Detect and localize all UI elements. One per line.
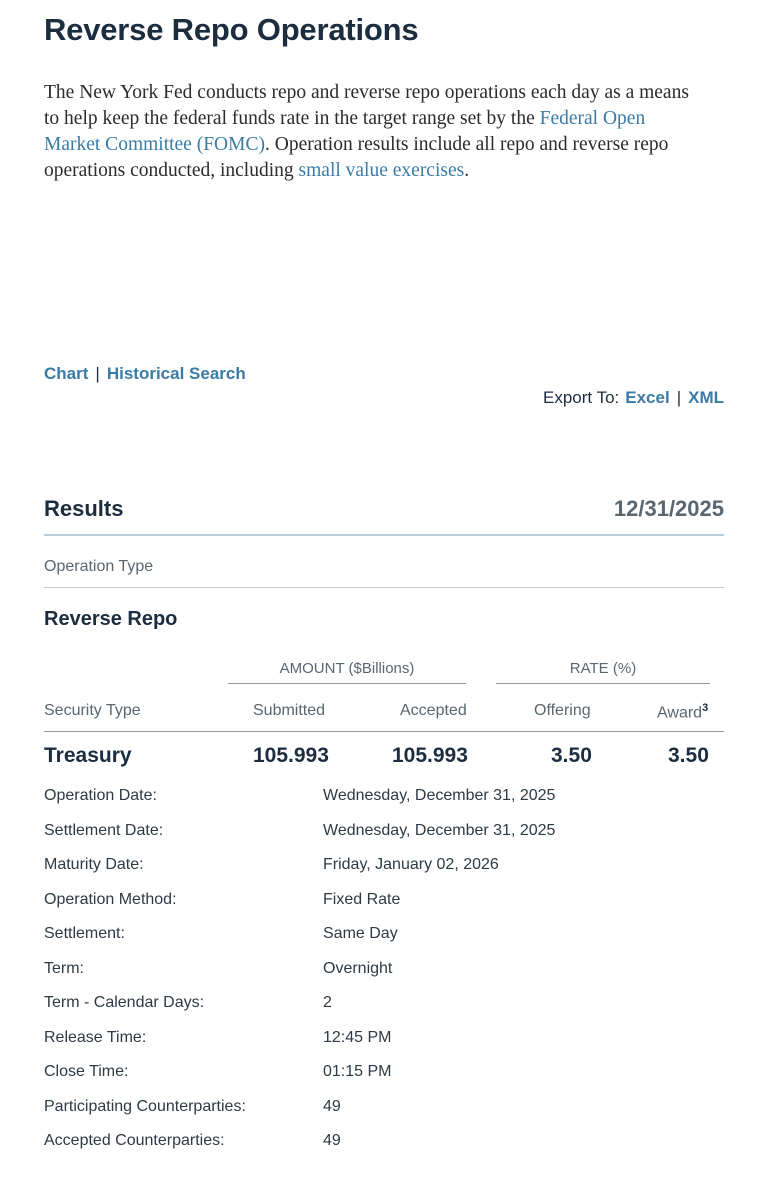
intro-text-3: . bbox=[464, 160, 470, 181]
operation-details bbox=[44, 787, 724, 1167]
detail-value: 12:45 PM bbox=[323, 1028, 392, 1046]
detail-label: Settlement Date: bbox=[44, 821, 164, 839]
export-xml-link[interactable]: XML bbox=[688, 388, 724, 407]
divider bbox=[44, 587, 724, 588]
view-links bbox=[44, 364, 246, 384]
col-header-award-label: Award bbox=[657, 704, 703, 722]
detail-label: Release Time: bbox=[44, 1028, 147, 1046]
export-label: Export To: bbox=[543, 388, 620, 407]
detail-label: Term: bbox=[44, 959, 84, 977]
detail-label: Operation Method: bbox=[44, 890, 177, 908]
small-value-exercises-link[interactable]: small value exercises bbox=[298, 160, 465, 181]
award-footnote-marker: 3 bbox=[702, 702, 709, 714]
detail-value: 49 bbox=[323, 1132, 341, 1149]
detail-row bbox=[44, 994, 724, 1029]
amount-group-header: AMOUNT ($Billions) bbox=[228, 660, 466, 684]
rate-group-header: RATE (%) bbox=[496, 660, 710, 684]
detail-label: Close Time: bbox=[44, 1063, 129, 1080]
intro-text-2: . Operation results include all repo and reverse repo operations conducted, including bbox=[44, 134, 669, 181]
fomc-link[interactable]: Federal Open Market Committee (FOMC) bbox=[44, 108, 646, 155]
detail-label: Operation Date: bbox=[44, 787, 157, 804]
detail-value: Wednesday, December 31, 2025 bbox=[323, 821, 556, 839]
page-content bbox=[44, 0, 724, 1200]
operation-type-value: Reverse Repo bbox=[44, 608, 178, 630]
detail-row bbox=[44, 960, 724, 995]
row-award: 3.50 bbox=[668, 744, 709, 767]
detail-label: Settlement: bbox=[44, 925, 125, 942]
export-excel-link[interactable]: Excel bbox=[625, 388, 670, 407]
detail-row bbox=[44, 822, 724, 857]
detail-row bbox=[44, 925, 724, 960]
detail-value: Overnight bbox=[323, 959, 393, 977]
detail-value: Friday, January 02, 2026 bbox=[323, 856, 499, 873]
export-links bbox=[543, 388, 724, 408]
detail-label: Accepted Counterparties: bbox=[44, 1132, 225, 1149]
detail-label: Term - Calendar Days: bbox=[44, 994, 205, 1011]
detail-row bbox=[44, 787, 724, 822]
row-offering: 3.50 bbox=[551, 744, 592, 767]
col-header-award bbox=[657, 702, 708, 722]
export-separator: | bbox=[676, 388, 682, 407]
detail-row bbox=[44, 1098, 724, 1133]
detail-row bbox=[44, 856, 724, 891]
detail-value: Same Day bbox=[323, 925, 398, 942]
col-header-submitted: Submitted bbox=[253, 702, 326, 719]
results-title: Results bbox=[44, 496, 124, 521]
col-header-accepted: Accepted bbox=[400, 702, 467, 719]
detail-row bbox=[44, 1132, 724, 1167]
row-accepted: 105.993 bbox=[392, 744, 468, 767]
link-separator: | bbox=[95, 364, 100, 383]
detail-row bbox=[44, 1029, 724, 1064]
historical-search-link[interactable]: Historical Search bbox=[106, 364, 246, 383]
results-header bbox=[44, 494, 724, 536]
detail-value: 49 bbox=[323, 1097, 341, 1115]
detail-label: Participating Counterparties: bbox=[44, 1097, 246, 1115]
detail-label: Maturity Date: bbox=[44, 856, 144, 873]
results-date: 12/31/2025 bbox=[613, 496, 724, 521]
detail-value: 2 bbox=[323, 994, 332, 1011]
intro-text-1: The New York Fed conducts repo and reverse repo operations each day as a means to help keep the federal funds rate in the target range set by the bbox=[44, 82, 689, 129]
intro-paragraph bbox=[44, 80, 704, 184]
row-security-type: Treasury bbox=[44, 744, 132, 767]
divider bbox=[44, 731, 724, 732]
chart-link[interactable]: Chart bbox=[44, 364, 89, 383]
col-header-offering: Offering bbox=[534, 702, 591, 719]
detail-value: Wednesday, December 31, 2025 bbox=[323, 787, 556, 804]
detail-row bbox=[44, 891, 724, 926]
detail-value: 01:15 PM bbox=[323, 1063, 392, 1080]
page-title: Reverse Repo Operations bbox=[44, 12, 419, 47]
detail-row bbox=[44, 1063, 724, 1098]
row-submitted: 105.993 bbox=[253, 744, 329, 767]
operation-type-label: Operation Type bbox=[44, 558, 154, 575]
col-header-security-type: Security Type bbox=[44, 702, 141, 719]
detail-value: Fixed Rate bbox=[323, 890, 401, 908]
